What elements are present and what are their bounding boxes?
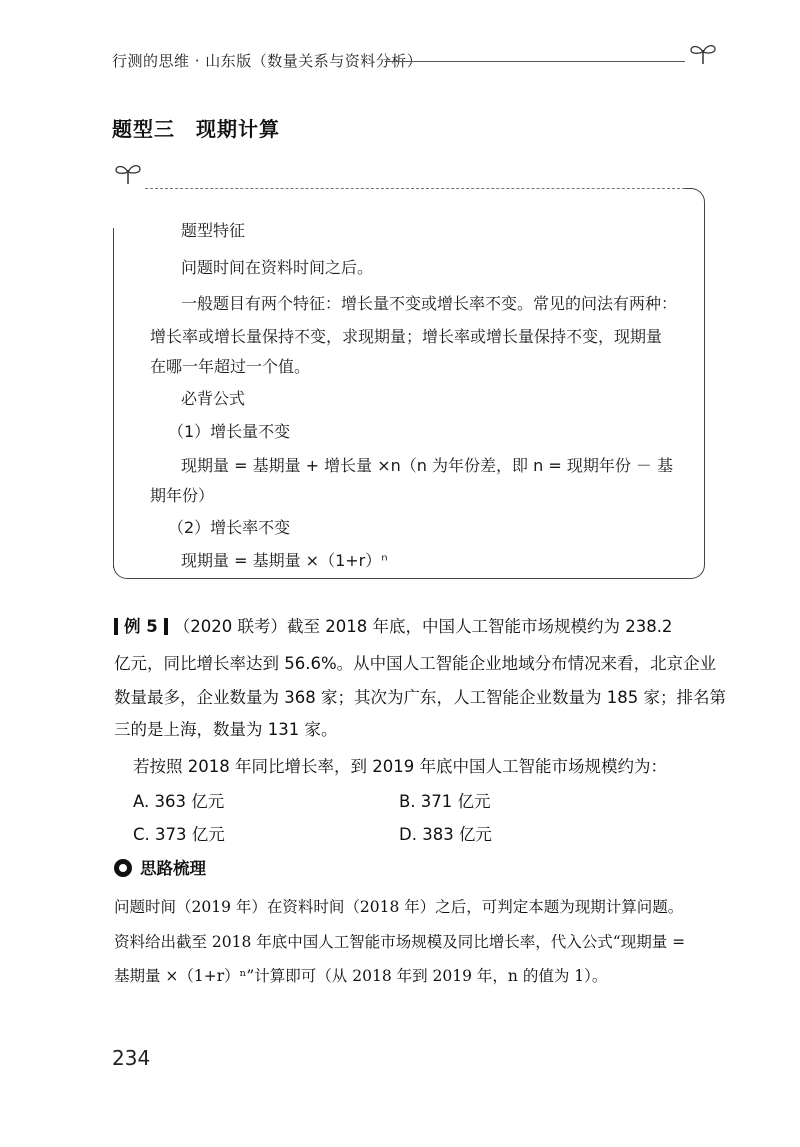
example-label: 例 5: [124, 617, 158, 636]
example-line: 数量最多，企业数量为 368 家；其次为广东，人工智能企业数量为 185 家；排名第: [114, 688, 726, 707]
feature-line: 问题时间在资料时间之后。: [181, 258, 374, 277]
case-title: （1）增长量不变: [168, 422, 291, 441]
option-a: A. 363 亿元: [133, 792, 225, 811]
example-line: [114, 617, 672, 637]
page-number: 234: [112, 1046, 151, 1070]
sprout-icon: [113, 160, 143, 186]
bracket-mark: [114, 618, 118, 635]
solution-line: 问题时间（2019 年）在资料时间（2018 年）之后，可判定本题为现期计算问题。: [114, 898, 684, 916]
example-line: 亿元，同比增长率达到 56.6%。从中国人工智能企业地域分布情况来看，北京企业: [114, 654, 717, 673]
option-b: B. 371 亿元: [399, 792, 491, 811]
question-text: 若按照 2018 年同比增长率，到 2019 年底中国人工智能市场规模约为：: [133, 757, 667, 776]
bracket-mark: [164, 618, 168, 635]
feature-line: 一般题目有两个特征：增长量不变或增长率不变。常见的问法有两种：: [181, 294, 678, 313]
solution-line: 基期量 ×（1+r）ⁿ”计算即可（从 2018 年到 2019 年，n 的值为 1）。: [114, 967, 608, 985]
formula-line: 现期量 = 基期量 + 增长量 ×n（n 为年份差，即 n = 现期年份 － 基: [181, 456, 673, 475]
running-header: 行测的思维 · 山东版（数量关系与资料分析）: [112, 52, 423, 70]
box-left-border: [113, 228, 114, 568]
box-corner: [685, 188, 705, 206]
box-top-dashed-border: [145, 188, 685, 189]
example-text: （2020 联考）截至 2018 年底，中国人工智能市场规模约为 238.2: [173, 617, 673, 636]
header-rule: [385, 61, 685, 62]
formula-line: 期年份）: [150, 486, 215, 505]
option-c: C. 373 亿元: [133, 825, 225, 844]
feature-line: 增长率或增长量保持不变，求现期量；增长率或增长量保持不变，现期量: [150, 327, 663, 346]
sprout-icon: [688, 40, 718, 66]
solution-line: 资料给出截至 2018 年底中国人工智能市场规模及同比增长率，代入公式“现期量 =: [114, 933, 686, 951]
formula-line: 现期量 = 基期量 ×（1+r）ⁿ: [181, 551, 388, 570]
box-right-border: [704, 205, 705, 565]
example-line: 三的是上海，数量为 131 家。: [114, 720, 338, 739]
case-title: （2）增长率不变: [168, 518, 291, 537]
formula-heading: 必背公式: [181, 389, 246, 408]
option-d: D. 383 亿元: [399, 825, 492, 844]
solution-heading: 思路梳理: [114, 859, 206, 879]
gear-icon: [114, 859, 132, 877]
feature-heading: 题型特征: [181, 221, 246, 240]
section-title: 题型三 现期计算: [112, 117, 280, 141]
feature-line: 在哪一年超过一个值。: [150, 357, 311, 376]
